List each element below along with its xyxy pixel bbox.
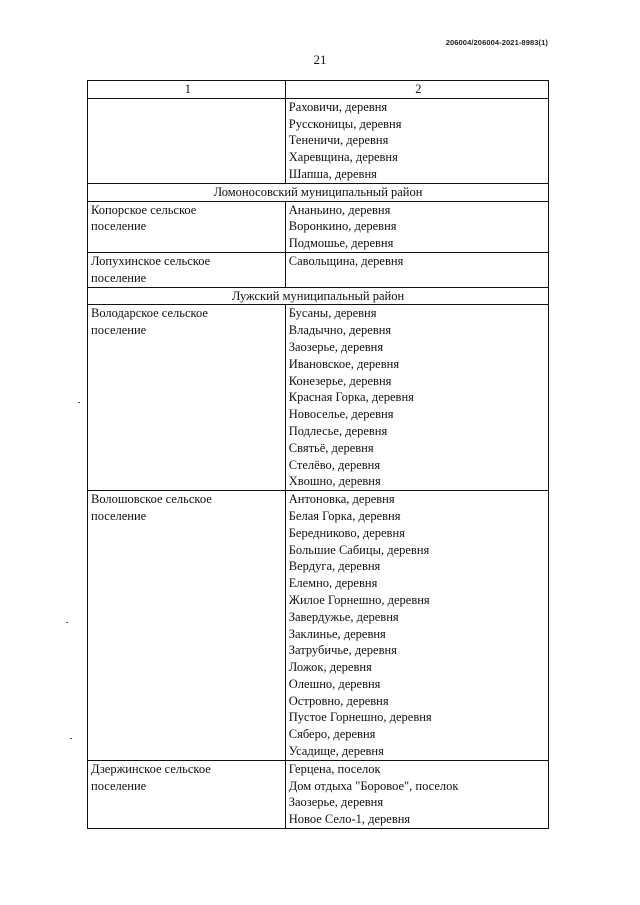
page-number: 21 xyxy=(313,52,327,67)
locality-item: Елемно, деревня xyxy=(288,576,378,591)
locality-item: Стелёво, деревня xyxy=(288,457,381,472)
settlement-cell xyxy=(88,760,286,828)
localities-cell xyxy=(285,305,548,491)
settlement-cell xyxy=(88,305,286,491)
column-header-1: 1 xyxy=(88,81,286,99)
locality-item: Руссконицы, деревня xyxy=(288,116,402,131)
localities-cell xyxy=(285,491,548,761)
settlement-name: Дзержинское сельское поселение xyxy=(91,761,211,793)
locality-item: Бусаны, деревня xyxy=(288,306,377,321)
localities-cell xyxy=(285,760,548,828)
localities-cell xyxy=(285,252,548,287)
locality-item: Усадище, деревня xyxy=(288,744,384,759)
settlements-table xyxy=(87,80,549,829)
localities-cell xyxy=(285,201,548,252)
locality-item: Бередниково, деревня xyxy=(288,525,405,540)
settlement-cell xyxy=(88,252,286,287)
district-header-row xyxy=(88,183,549,201)
scan-speck xyxy=(78,402,80,403)
locality-item: Ивановское, деревня xyxy=(288,356,400,371)
district-title: Лужский муниципальный район xyxy=(88,287,549,305)
table-row xyxy=(88,491,549,761)
locality-item: Белая Горка, деревня xyxy=(288,508,401,523)
locality-item: Жилое Горнешно, деревня xyxy=(288,592,430,607)
settlement-name: Володарское сельское поселение xyxy=(91,306,208,338)
district-title: Ломоносовский муниципальный район xyxy=(88,183,549,201)
table-row xyxy=(88,760,549,828)
locality-item: Владычно, деревня xyxy=(288,323,392,338)
table-row xyxy=(88,252,549,287)
settlement-cell xyxy=(88,201,286,252)
locality-item: Раховичи, деревня xyxy=(288,99,388,114)
locality-item: Новоселье, деревня xyxy=(288,407,394,422)
locality-item: Сяберо, деревня xyxy=(288,727,376,742)
document-code: 206004/206004-2021-8983(1) xyxy=(445,38,548,47)
locality-item: Харевщина, деревня xyxy=(288,150,398,165)
locality-item: Новое Село-1, деревня xyxy=(288,812,411,827)
locality-item: Затрубичье, деревня xyxy=(288,643,397,658)
locality-item: Герцена, поселок xyxy=(288,761,381,776)
locality-item: Заозерье, деревня xyxy=(288,339,384,354)
locality-item: Подмошье, деревня xyxy=(288,236,394,251)
locality-item: Островно, деревня xyxy=(288,693,389,708)
locality-item: Шапша, деревня xyxy=(288,166,377,181)
locality-item: Большие Сабицы, деревня xyxy=(288,542,430,557)
table-row xyxy=(88,201,549,252)
table-body xyxy=(88,98,549,828)
scan-speck xyxy=(66,622,68,623)
localities-cell xyxy=(285,98,548,183)
locality-item: Пустое Горнешно, деревня xyxy=(288,710,432,725)
locality-item: Дом отдыха "Боровое", поселок xyxy=(288,778,459,793)
locality-item: Савольщина, деревня xyxy=(288,253,404,268)
locality-item: Хвошно, деревня xyxy=(288,474,381,489)
locality-item: Подлесье, деревня xyxy=(288,423,388,438)
locality-item: Ложок, деревня xyxy=(288,660,372,675)
locality-item: Красная Горка, деревня xyxy=(288,390,414,405)
locality-item: Заклинье, деревня xyxy=(288,626,386,641)
locality-item: Ананьино, деревня xyxy=(288,202,391,217)
district-header-row xyxy=(88,287,549,305)
locality-item: Антоновка, деревня xyxy=(288,492,395,507)
scan-speck xyxy=(70,738,72,739)
settlement-name: Волошовское сельское поселение xyxy=(91,492,212,523)
settlement-cell xyxy=(88,491,286,761)
locality-item: Вердуга, деревня xyxy=(288,559,381,574)
locality-item: Конезерье, деревня xyxy=(288,373,392,388)
settlement-cell xyxy=(88,98,286,183)
locality-item: Олешно, деревня xyxy=(288,676,381,691)
locality-item: Воронкино, деревня xyxy=(288,219,397,234)
table-header-row xyxy=(88,81,549,99)
locality-item: Святьё, деревня xyxy=(288,440,374,455)
table-row xyxy=(88,98,549,183)
settlement-name: Лопухинское сельское поселение xyxy=(91,253,211,285)
table-row xyxy=(88,305,549,491)
settlement-name: Копорское сельское поселение xyxy=(91,202,197,234)
locality-item: Тененичи, деревня xyxy=(288,133,389,148)
locality-item: Завердужье, деревня xyxy=(288,609,399,624)
locality-item: Заозерье, деревня xyxy=(288,795,384,810)
column-header-2: 2 xyxy=(285,81,548,99)
